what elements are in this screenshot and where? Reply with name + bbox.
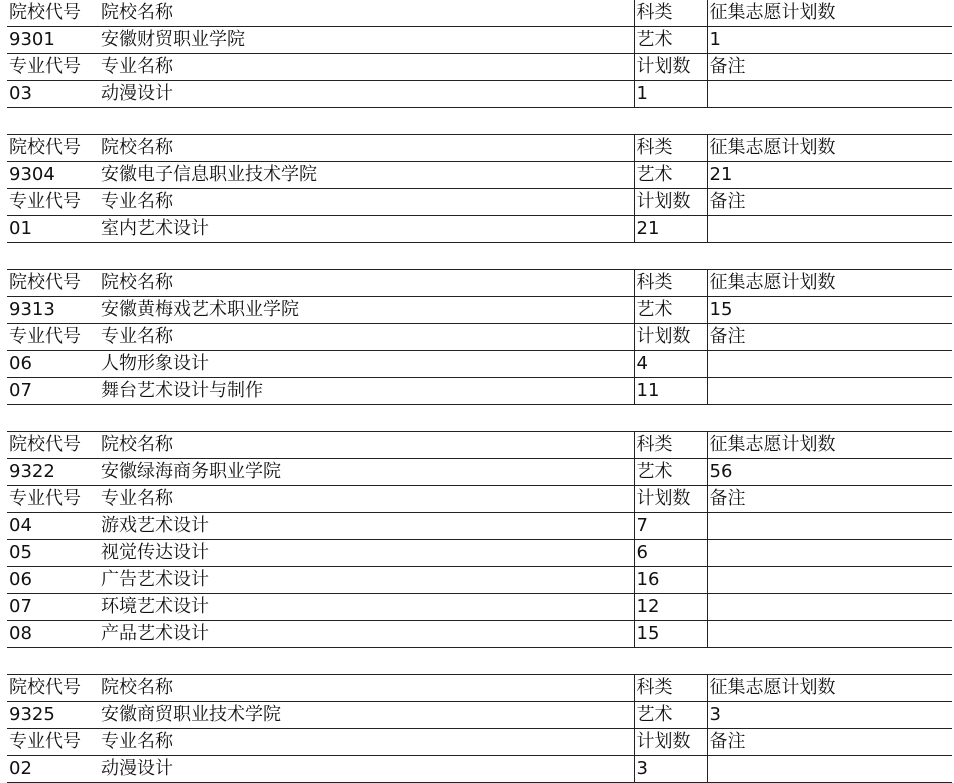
admission-plan-table <box>7 0 952 783</box>
school-plan: 56 <box>707 459 952 486</box>
school-category: 艺术 <box>634 27 707 54</box>
separator-cell <box>99 405 634 432</box>
school-header-row <box>7 675 952 702</box>
school-plan: 1 <box>707 27 952 54</box>
separator-cell <box>634 243 707 270</box>
plan-count-header: 计划数 <box>634 324 707 351</box>
major-name: 视觉传达设计 <box>99 540 634 567</box>
separator-cell <box>634 405 707 432</box>
remark-header: 备注 <box>707 324 952 351</box>
remark-header: 备注 <box>707 729 952 756</box>
separator-row <box>7 648 952 675</box>
solicit-plan-header: 征集志愿计划数 <box>707 675 952 702</box>
major-name-header: 专业名称 <box>99 324 634 351</box>
major-count: 15 <box>634 621 707 648</box>
major-row <box>7 567 952 594</box>
school-category: 艺术 <box>634 702 707 729</box>
school-code-header: 院校代号 <box>7 135 99 162</box>
separator-cell <box>7 405 99 432</box>
school-name-header: 院校名称 <box>99 432 634 459</box>
major-remark <box>707 540 952 567</box>
major-row <box>7 756 952 783</box>
major-row <box>7 540 952 567</box>
separator-row <box>7 243 952 270</box>
school-code: 9301 <box>7 27 99 54</box>
major-name: 广告艺术设计 <box>99 567 634 594</box>
school-row <box>7 702 952 729</box>
solicit-plan-header: 征集志愿计划数 <box>707 432 952 459</box>
school-row <box>7 162 952 189</box>
major-code: 05 <box>7 540 99 567</box>
major-code-header: 专业代号 <box>7 324 99 351</box>
major-remark <box>707 621 952 648</box>
separator-cell <box>707 243 952 270</box>
major-header-row <box>7 54 952 81</box>
separator-cell <box>707 405 952 432</box>
major-remark <box>707 513 952 540</box>
major-remark <box>707 351 952 378</box>
major-row <box>7 81 952 108</box>
school-code-header: 院校代号 <box>7 0 99 27</box>
school-code: 9325 <box>7 702 99 729</box>
major-name: 动漫设计 <box>99 756 634 783</box>
school-code: 9304 <box>7 162 99 189</box>
major-count: 12 <box>634 594 707 621</box>
major-count: 1 <box>634 81 707 108</box>
school-name: 安徽财贸职业学院 <box>99 27 634 54</box>
school-code-header: 院校代号 <box>7 270 99 297</box>
separator-cell <box>634 108 707 135</box>
school-name-header: 院校名称 <box>99 0 634 27</box>
major-code: 06 <box>7 567 99 594</box>
separator-cell <box>7 108 99 135</box>
major-count: 3 <box>634 756 707 783</box>
school-row <box>7 27 952 54</box>
category-header: 科类 <box>634 270 707 297</box>
remark-header: 备注 <box>707 189 952 216</box>
separator-cell <box>707 108 952 135</box>
major-remark <box>707 81 952 108</box>
major-code-header: 专业代号 <box>7 486 99 513</box>
school-category: 艺术 <box>634 162 707 189</box>
major-code: 04 <box>7 513 99 540</box>
school-plan: 15 <box>707 297 952 324</box>
category-header: 科类 <box>634 675 707 702</box>
major-remark <box>707 567 952 594</box>
plan-count-header: 计划数 <box>634 729 707 756</box>
major-name-header: 专业名称 <box>99 189 634 216</box>
school-plan: 21 <box>707 162 952 189</box>
school-name-header: 院校名称 <box>99 270 634 297</box>
major-row <box>7 594 952 621</box>
separator-cell <box>634 648 707 675</box>
major-name: 人物形象设计 <box>99 351 634 378</box>
major-code-header: 专业代号 <box>7 54 99 81</box>
separator-cell <box>7 243 99 270</box>
remark-header: 备注 <box>707 486 952 513</box>
major-header-row <box>7 324 952 351</box>
separator-row <box>7 108 952 135</box>
school-plan: 3 <box>707 702 952 729</box>
school-name-header: 院校名称 <box>99 135 634 162</box>
school-code: 9313 <box>7 297 99 324</box>
separator-row <box>7 405 952 432</box>
major-code: 07 <box>7 594 99 621</box>
school-name: 安徽绿海商务职业学院 <box>99 459 634 486</box>
remark-header: 备注 <box>707 54 952 81</box>
school-name: 安徽黄梅戏艺术职业学院 <box>99 297 634 324</box>
category-header: 科类 <box>634 432 707 459</box>
major-count: 7 <box>634 513 707 540</box>
major-name: 动漫设计 <box>99 81 634 108</box>
major-count: 16 <box>634 567 707 594</box>
plan-count-header: 计划数 <box>634 486 707 513</box>
separator-cell <box>99 108 634 135</box>
major-count: 4 <box>634 351 707 378</box>
major-name: 游戏艺术设计 <box>99 513 634 540</box>
school-category: 艺术 <box>634 459 707 486</box>
table-body <box>7 0 952 783</box>
major-remark <box>707 756 952 783</box>
major-code: 01 <box>7 216 99 243</box>
major-header-row <box>7 486 952 513</box>
separator-cell <box>707 648 952 675</box>
plan-count-header: 计划数 <box>634 54 707 81</box>
major-remark <box>707 594 952 621</box>
solicit-plan-header: 征集志愿计划数 <box>707 0 952 27</box>
major-code: 07 <box>7 378 99 405</box>
school-name: 安徽商贸职业技术学院 <box>99 702 634 729</box>
major-code: 02 <box>7 756 99 783</box>
school-code-header: 院校代号 <box>7 432 99 459</box>
major-remark <box>707 378 952 405</box>
major-code-header: 专业代号 <box>7 729 99 756</box>
major-name: 室内艺术设计 <box>99 216 634 243</box>
major-row <box>7 378 952 405</box>
school-header-row <box>7 0 952 27</box>
major-count: 11 <box>634 378 707 405</box>
major-count: 21 <box>634 216 707 243</box>
separator-cell <box>99 243 634 270</box>
major-header-row <box>7 189 952 216</box>
major-code-header: 专业代号 <box>7 189 99 216</box>
major-row <box>7 216 952 243</box>
major-name: 环境艺术设计 <box>99 594 634 621</box>
school-header-row <box>7 432 952 459</box>
solicit-plan-header: 征集志愿计划数 <box>707 135 952 162</box>
major-row <box>7 513 952 540</box>
school-category: 艺术 <box>634 297 707 324</box>
school-header-row <box>7 135 952 162</box>
major-code: 06 <box>7 351 99 378</box>
school-code-header: 院校代号 <box>7 675 99 702</box>
major-name-header: 专业名称 <box>99 729 634 756</box>
school-name: 安徽电子信息职业技术学院 <box>99 162 634 189</box>
major-count: 6 <box>634 540 707 567</box>
major-name-header: 专业名称 <box>99 486 634 513</box>
plan-count-header: 计划数 <box>634 189 707 216</box>
school-header-row <box>7 270 952 297</box>
school-row <box>7 459 952 486</box>
school-code: 9322 <box>7 459 99 486</box>
major-name-header: 专业名称 <box>99 54 634 81</box>
separator-cell <box>7 648 99 675</box>
school-name-header: 院校名称 <box>99 675 634 702</box>
school-row <box>7 297 952 324</box>
major-remark <box>707 216 952 243</box>
category-header: 科类 <box>634 135 707 162</box>
major-code: 03 <box>7 81 99 108</box>
major-name: 产品艺术设计 <box>99 621 634 648</box>
major-name: 舞台艺术设计与制作 <box>99 378 634 405</box>
major-code: 08 <box>7 621 99 648</box>
solicit-plan-header: 征集志愿计划数 <box>707 270 952 297</box>
major-row <box>7 621 952 648</box>
category-header: 科类 <box>634 0 707 27</box>
major-row <box>7 351 952 378</box>
separator-cell <box>99 648 634 675</box>
major-header-row <box>7 729 952 756</box>
